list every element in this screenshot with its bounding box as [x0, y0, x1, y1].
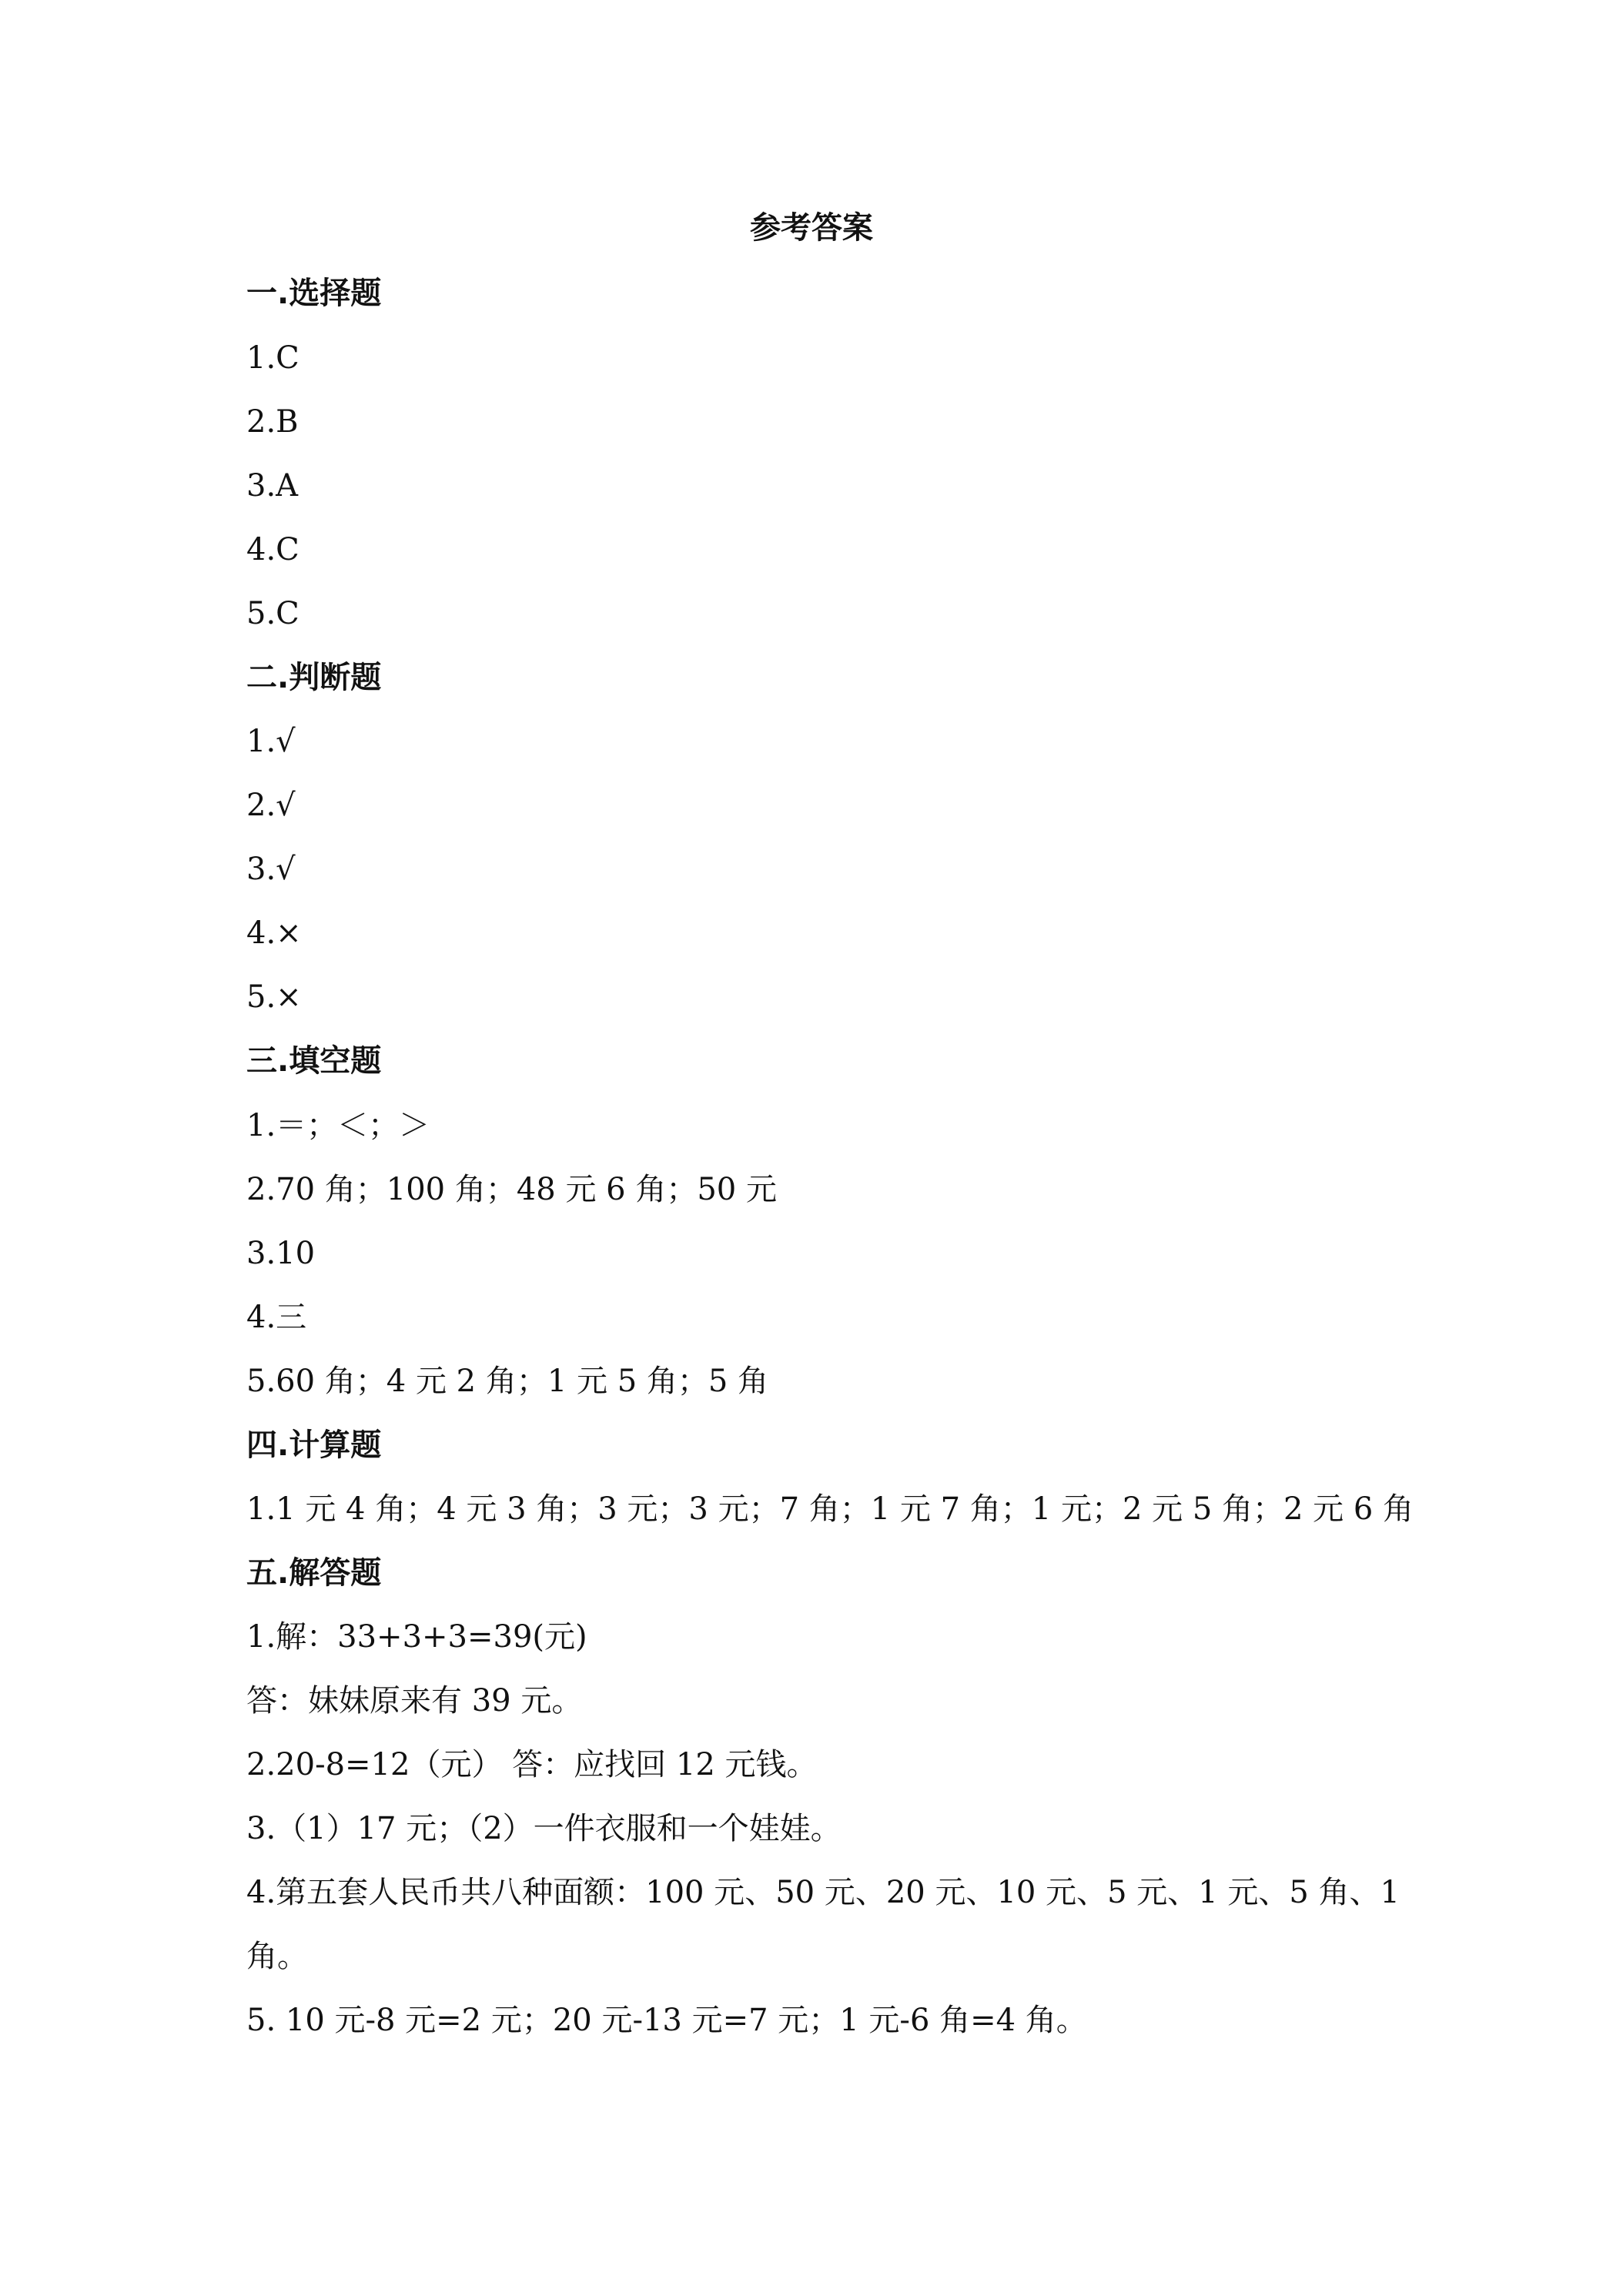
choice-answer-3: 3.A	[246, 468, 299, 504]
choice-answer-1: 1.C	[246, 340, 300, 376]
answer-line-6: 角。	[246, 1939, 308, 1974]
judge-answer-1: 1.√	[246, 724, 296, 759]
fill-answer-3: 3.10	[246, 1236, 316, 1271]
choice-answer-2: 2.B	[246, 404, 299, 440]
section-heading-answer: 五.解答题	[246, 1555, 382, 1591]
answer-line-3: 2.20-8=12（元） 答：应找回 12 元钱。	[246, 1747, 818, 1782]
answer-line-2: 答：妹妹原来有 39 元。	[246, 1683, 583, 1719]
section-heading-judge: 二.判断题	[246, 660, 382, 695]
judge-answer-2: 2.√	[246, 788, 296, 823]
judge-answer-4: 4.×	[246, 915, 302, 951]
answer-line-1: 1.解：33+3+3=39(元)	[246, 1619, 587, 1655]
answer-line-4: 3.（1）17 元；（2）一件衣服和一个娃娃。	[246, 1811, 842, 1846]
judge-answer-3: 3.√	[246, 852, 296, 887]
section-heading-choice: 一.选择题	[246, 276, 382, 311]
fill-answer-4: 4.三	[246, 1300, 307, 1335]
fill-answer-1: 1.＝；＜；＞	[246, 1108, 430, 1143]
choice-answer-4: 4.C	[246, 532, 300, 567]
section-heading-fill: 三.填空题	[246, 1043, 382, 1079]
answer-line-5: 4.第五套人民币共八种面额：100 元、50 元、20 元、10 元、5 元、1 元、5 角、1	[246, 1875, 1400, 1910]
choice-answer-5: 5.C	[246, 596, 300, 631]
page-title: 参考答案	[750, 210, 873, 246]
answer-line-7: 5. 10 元-8 元=2 元；20 元-13 元=7 元；1 元-6 角=4 角。	[246, 2003, 1087, 2038]
calc-answer-1: 1.1 元 4 角；4 元 3 角；3 元；3 元；7 角；1 元 7 角；1 元；2 元 5 角；2 元 6 角	[246, 1491, 1414, 1527]
judge-answer-5: 5.×	[246, 979, 302, 1015]
section-heading-calc: 四.计算题	[246, 1427, 382, 1463]
fill-answer-5: 5.60 角；4 元 2 角；1 元 5 角；5 角	[246, 1364, 769, 1399]
fill-answer-2: 2.70 角；100 角；48 元 6 角；50 元	[246, 1172, 777, 1207]
